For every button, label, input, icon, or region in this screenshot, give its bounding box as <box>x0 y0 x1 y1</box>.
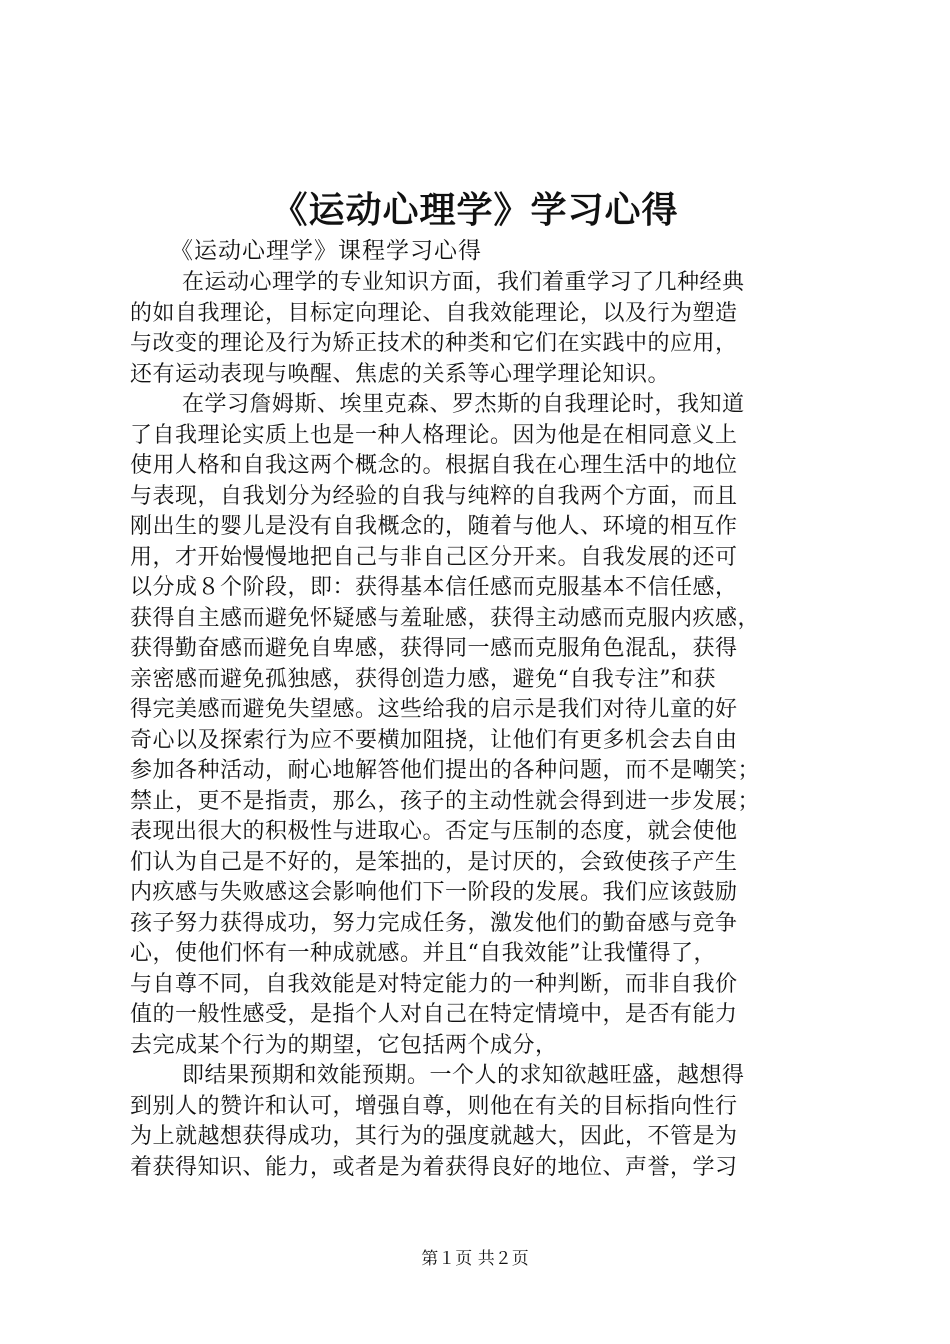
paragraph-line: 着获得知识、能力，或者是为着获得良好的地位、声誉，学习 <box>130 1154 738 1180</box>
paragraph-line: 即结果预期和效能预期。一个人的求知欲越旺盛，越想得 <box>182 1063 745 1088</box>
document-title: 《运动心理学》学习心得 <box>271 189 679 231</box>
paragraph-line: 心，使他们怀有一种成就感。并且“自我效能”让我懂得了， <box>130 941 716 966</box>
paragraph-line: 奇心以及探索行为应不要横加阻挠，让他们有更多机会去自由 <box>130 727 738 753</box>
paragraph-line: 得完美感而避免失望感。这些给我的启示是我们对待儿童的好 <box>130 697 738 722</box>
paragraph-line: 在学习詹姆斯、埃里克森、罗杰斯的自我理论时，我知道 <box>182 392 745 417</box>
paragraph-line: 了自我理论实质上也是一种人格理论。因为他是在相同意义上 <box>130 422 738 448</box>
paragraph-line: 在运动心理学的专业知识方面，我们着重学习了几种经典 <box>182 270 745 295</box>
paragraph-line: 与表现，自我划分为经验的自我与纯粹的自我两个方面，而且 <box>130 483 738 509</box>
paragraph-line: 们认为自己是不好的，是笨拙的，是讨厌的，会致使孩子产生 <box>130 849 738 875</box>
paragraph-line: 与自尊不同，自我效能是对特定能力的一种判断，而非自我价 <box>130 971 738 997</box>
paragraph-line: 获得自主感而避免怀疑感与羞耻感，获得主动感而克服内疚感， <box>130 605 761 631</box>
paragraph-line: 刚出生的婴儿是没有自我概念的，随着与他人、环境的相互作 <box>130 514 738 539</box>
document-subtitle: 《运动心理学》课程学习心得 <box>170 238 482 264</box>
paragraph-line: 孩子努力获得成功，努力完成任务，激发他们的勤奋感与竞争 <box>130 910 738 936</box>
paragraph-line: 亲密感而避免孤独感，获得创造力感，避免“自我专注”和获 <box>130 666 716 692</box>
paragraph-line: 到别人的赞许和认可，增强自尊，则他在有关的目标指向性行 <box>130 1093 738 1119</box>
paragraph-line: 用，才开始慢慢地把自己与非自己区分开来。自我发展的还可 <box>130 544 738 570</box>
paragraph-line: 值的一般性感受，是指个人对自己在特定情境中，是否有能力 <box>130 1002 738 1027</box>
paragraph-line: 还有运动表现与唤醒、焦虑的关系等心理学理论知识。 <box>130 361 671 387</box>
paragraph-line: 表现出很大的积极性与进取心。否定与压制的态度，就会使他 <box>130 819 738 844</box>
paragraph-line: 参加各种活动，耐心地解答他们提出的各种问题，而不是嘲笑； <box>130 758 761 783</box>
page-footer: 第１页 共２页 <box>421 1249 529 1269</box>
paragraph-line: 使用人格和自我这两个概念的。根据自我在心理生活中的地位 <box>130 453 738 478</box>
paragraph-line: 以分成８个阶段，即：获得基本信任感而克服基本不信任感， <box>130 575 738 600</box>
paragraph-line: 的如自我理论，目标定向理论、自我效能理论，以及行为塑造 <box>130 300 738 326</box>
paragraph-line: 去完成某个行为的期望，它包括两个成分， <box>130 1032 558 1058</box>
paragraph-line: 获得勤奋感而避免自卑感，获得同一感而克服角色混乱，获得 <box>130 636 738 661</box>
paragraph-line: 为上就越想获得成功，其行为的强度就越大，因此，不管是为 <box>130 1124 738 1149</box>
paragraph-line: 与改变的理论及行为矫正技术的种类和它们在实践中的应用， <box>130 331 738 356</box>
paragraph-line: 内疚感与失败感这会影响他们下一阶段的发展。我们应该鼓励 <box>130 880 738 905</box>
paragraph-line: 禁止，更不是指责，那么，孩子的主动性就会得到进一步发展； <box>130 788 761 814</box>
document-body <box>130 268 830 1183</box>
